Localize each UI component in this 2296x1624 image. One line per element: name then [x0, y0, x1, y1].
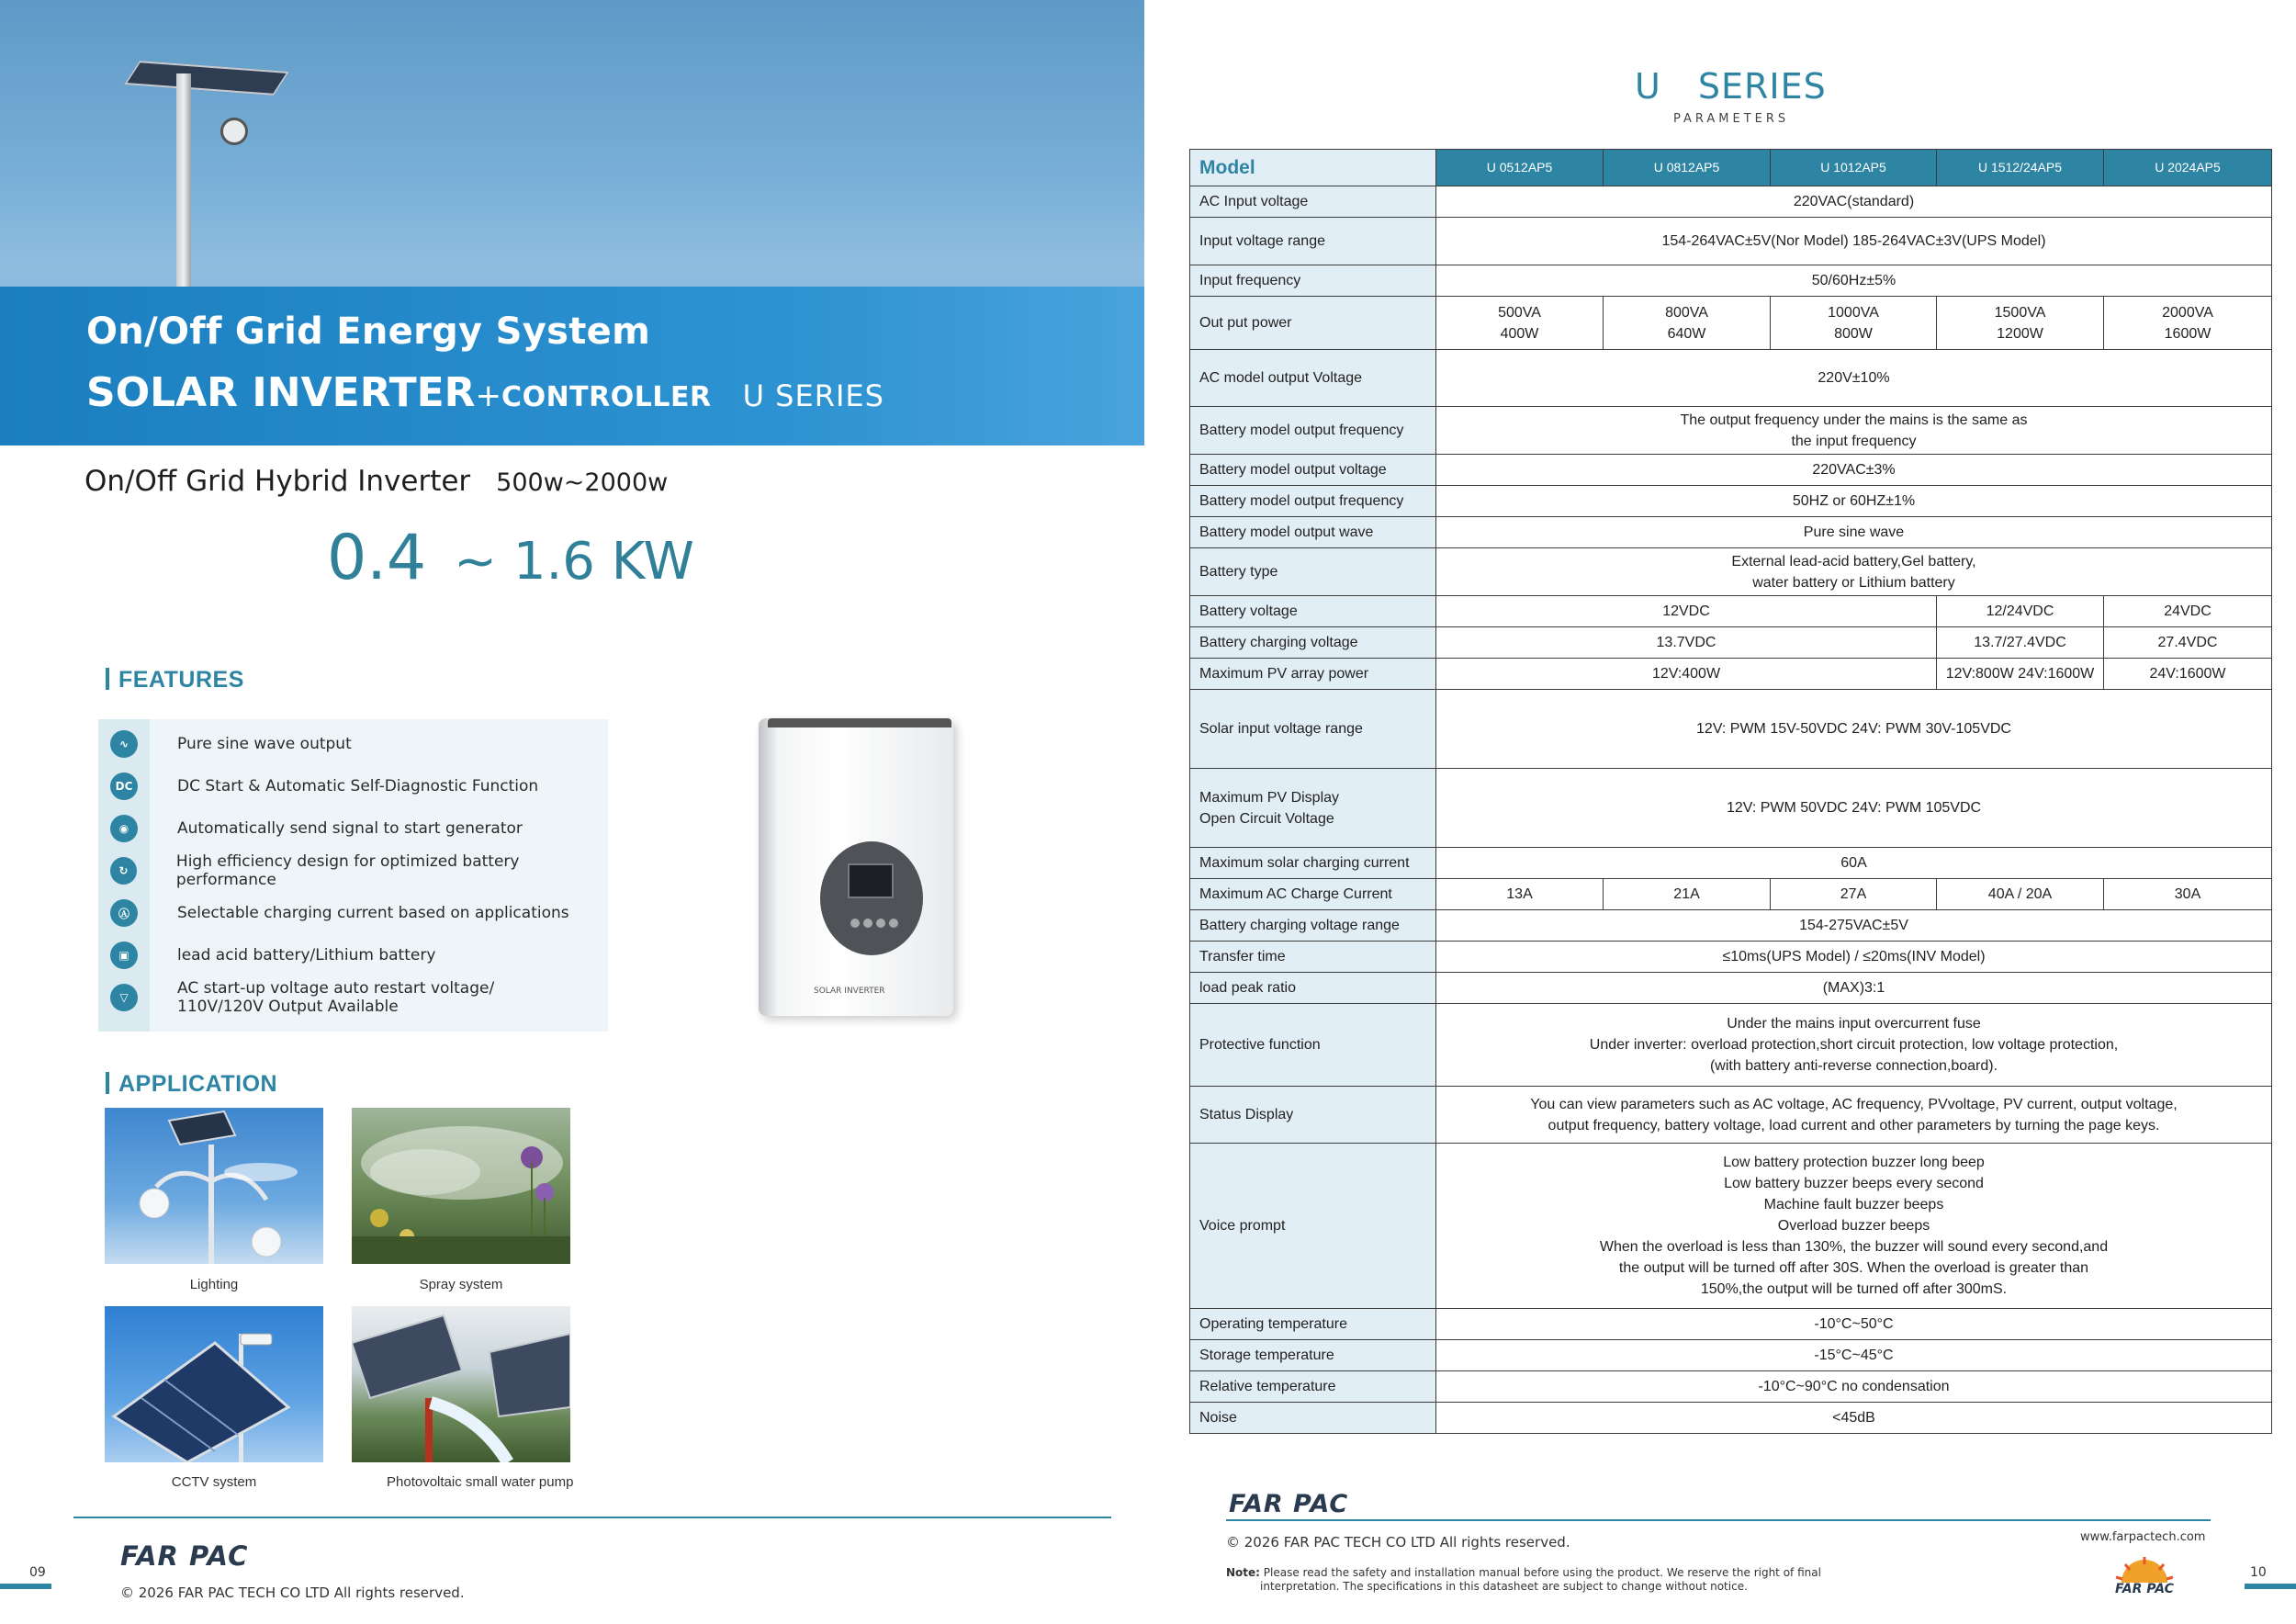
features-heading: FEATURES — [106, 667, 244, 694]
spec-row — [1190, 1403, 2272, 1434]
spec-key: load peak ratio — [1190, 973, 1436, 1004]
spec-value: 2000VA 1600W — [2104, 297, 2272, 350]
spec-value: 30A — [2104, 879, 2272, 910]
features-list — [98, 719, 608, 1032]
hero-plus: + — [475, 378, 502, 414]
feature-item — [98, 976, 494, 1019]
signal-icon: ◉ — [110, 815, 138, 842]
spec-value: The output frequency under the mains is the same as the input frequency — [1436, 407, 2272, 455]
spray-system-image — [352, 1108, 570, 1264]
spec-row — [1190, 350, 2272, 407]
spec-value: -10°C~50°C — [1436, 1309, 2272, 1340]
battery-icon: ▣ — [110, 942, 138, 969]
spec-value: -10°C~90°C no condensation — [1436, 1371, 2272, 1403]
copyright-text: © 2026 FAR PAC TECH CO LTD All rights reserved. — [1226, 1534, 1570, 1551]
water-pump-caption: Photovoltaic small water pump — [387, 1474, 574, 1490]
spec-value: 500VA 400W — [1436, 297, 1604, 350]
hero-controller: CONTROLLER — [501, 381, 712, 413]
website-text: www.farpactech.com — [2080, 1530, 2206, 1544]
spec-value: 220VAC±3% — [1436, 455, 2272, 486]
dc-icon: DC — [110, 773, 138, 800]
spec-row — [1190, 218, 2272, 265]
spec-row — [1190, 548, 2272, 596]
hero-banner — [0, 0, 1144, 445]
disclaimer-note — [1226, 1566, 1832, 1594]
footer-divider — [1226, 1519, 2211, 1521]
spec-row — [1190, 407, 2272, 455]
feature-item — [98, 723, 352, 765]
spec-row — [1190, 265, 2272, 297]
page-number: 09 — [29, 1565, 46, 1580]
spec-value: -15°C~45°C — [1436, 1340, 2272, 1371]
model-column-header: U 0812AP5 — [1604, 150, 1771, 186]
brand-logo: FAR PAC — [120, 1540, 249, 1572]
spec-value: 1500VA 1200W — [1937, 297, 2104, 350]
model-header: Model — [1190, 150, 1436, 186]
spec-value: 27.4VDC — [2104, 627, 2272, 659]
spec-value: 40A / 20A — [1937, 879, 2104, 910]
feature-text: Selectable charging current based on applications — [177, 904, 569, 922]
spec-value: 12V: PWM 15V-50VDC 24V: PWM 30V-105VDC — [1436, 690, 2272, 769]
inverter-top-edge — [768, 718, 951, 727]
copyright-text: © 2026 FAR PAC TECH CO LTD All rights reserved. — [120, 1585, 465, 1601]
subtitle-range: 500w~2000w — [496, 468, 669, 497]
hero-series: U SERIES — [742, 378, 884, 413]
lighting-image — [105, 1108, 323, 1264]
series-letter: U — [1635, 66, 1661, 107]
inverter-button — [863, 919, 872, 928]
spec-row — [1190, 910, 2272, 942]
spec-row — [1190, 596, 2272, 627]
solar-panel-graphic — [124, 61, 289, 96]
spec-row — [1190, 1144, 2272, 1309]
inverter-lcd-screen — [848, 863, 894, 898]
spec-row — [1190, 627, 2272, 659]
sine-wave-icon: ∿ — [110, 730, 138, 758]
inverter-button — [889, 919, 898, 928]
spec-key: Out put power — [1190, 297, 1436, 350]
spec-value: External lead-acid battery,Gel battery, water battery or Lithium battery — [1436, 548, 2272, 596]
restart-voltage-icon: ▽ — [110, 984, 138, 1011]
feature-text: AC start-up voltage auto restart voltage/ 110V/120V Output Available — [177, 979, 495, 1016]
spec-row — [1190, 1087, 2272, 1144]
spec-key: Battery charging voltage — [1190, 627, 1436, 659]
spec-key: Storage temperature — [1190, 1340, 1436, 1371]
spec-key: Voice prompt — [1190, 1144, 1436, 1309]
spec-key: Input frequency — [1190, 265, 1436, 297]
page-number-bar — [0, 1584, 51, 1589]
spec-header-row — [1190, 150, 2272, 186]
spec-value: 50HZ or 60HZ±1% — [1436, 486, 2272, 517]
feature-item — [98, 892, 569, 934]
feature-text: lead acid battery/Lithium battery — [177, 946, 436, 964]
feature-item — [98, 934, 435, 976]
spec-key: Transfer time — [1190, 942, 1436, 973]
spec-value: 50/60Hz±5% — [1436, 265, 2272, 297]
hero-title-line1: On/Off Grid Energy System — [86, 310, 651, 353]
spec-key: Battery charging voltage range — [1190, 910, 1436, 942]
note-text: Please read the safety and installation manual before using the product. We reserve the right of final — [1263, 1566, 1821, 1579]
spec-key: Battery type — [1190, 548, 1436, 596]
inverter-product-image — [759, 718, 953, 1016]
street-pole-graphic — [176, 73, 191, 312]
spec-key: Solar input voltage range — [1190, 690, 1436, 769]
series-title — [1635, 66, 1827, 107]
spec-value: 220V±10% — [1436, 350, 2272, 407]
spec-row — [1190, 690, 2272, 769]
spec-key: Maximum solar charging current — [1190, 848, 1436, 879]
spec-value: You can view parameters such as AC voltage, AC frequency, PVvoltage, PV current, output voltage, output frequency, battery voltage, load current and other parameters by turning the page keys. — [1436, 1087, 2272, 1144]
inverter-control-dial — [820, 841, 923, 955]
spec-row — [1190, 1309, 2272, 1340]
spec-key: Battery model output frequency — [1190, 486, 1436, 517]
spec-table — [1189, 149, 2272, 1434]
spec-row — [1190, 486, 2272, 517]
spec-key: AC Input voltage — [1190, 186, 1436, 218]
spec-key: AC model output Voltage — [1190, 350, 1436, 407]
spec-key: Maximum PV array power — [1190, 659, 1436, 690]
spec-value: Under the mains input overcurrent fuse Under inverter: overload protection,short circuit protection, low voltage protection, (with battery anti-reverse connection,board). — [1436, 1004, 2272, 1087]
spec-row — [1190, 848, 2272, 879]
water-pump-image — [352, 1306, 570, 1462]
spec-value: 24V:1600W — [2104, 659, 2272, 690]
page-number-bar — [2245, 1584, 2296, 1589]
spec-value: 12V: PWM 50VDC 24V: PWM 105VDC — [1436, 769, 2272, 848]
spec-row — [1190, 879, 2272, 910]
subtitle-text: On/Off Grid Hybrid Inverter — [84, 465, 471, 498]
spec-row — [1190, 973, 2272, 1004]
feature-text: High efficiency design for optimized battery performance — [175, 852, 520, 889]
spec-row — [1190, 297, 2272, 350]
spec-value: 13.7VDC — [1436, 627, 1937, 659]
power-range — [327, 522, 694, 594]
power-to: ~ 1.6 KW — [454, 532, 694, 592]
spray-system-caption: Spray system — [419, 1277, 503, 1292]
spec-key: Battery model output frequency — [1190, 407, 1436, 455]
spec-value: 220VAC(standard) — [1436, 186, 2272, 218]
spec-value: 154-264VAC±5V(Nor Model) 185-264VAC±3V(UPS Model) — [1436, 218, 2272, 265]
spec-key: Maximum PV Display Open Circuit Voltage — [1190, 769, 1436, 848]
power-from: 0.4 — [327, 522, 427, 594]
spec-key: Battery model output voltage — [1190, 455, 1436, 486]
model-column-header: U 0512AP5 — [1436, 150, 1604, 186]
application-heading: APPLICATION — [106, 1071, 277, 1098]
spec-value: 27A — [1771, 879, 1937, 910]
spec-value: 21A — [1604, 879, 1771, 910]
spec-value: 13.7/27.4VDC — [1937, 627, 2104, 659]
spec-value: 12VDC — [1436, 596, 1937, 627]
spec-key: Input voltage range — [1190, 218, 1436, 265]
spec-key: Relative temperature — [1190, 1371, 1436, 1403]
feature-item — [98, 765, 538, 807]
spec-value: 24VDC — [2104, 596, 2272, 627]
spec-key: Battery model output wave — [1190, 517, 1436, 548]
note-label: Note: — [1226, 1566, 1260, 1579]
series-word: SERIES — [1697, 66, 1827, 107]
spec-value: 12V:400W — [1436, 659, 1937, 690]
spec-value: ≤10ms(UPS Model) / ≤20ms(INV Model) — [1436, 942, 2272, 973]
spec-value: 800VA 640W — [1604, 297, 1771, 350]
brand-logo: FAR PAC — [1229, 1490, 1349, 1518]
feature-text: DC Start & Automatic Self-Diagnostic Function — [177, 777, 539, 795]
camera-dome-graphic — [220, 118, 248, 145]
spec-key: Protective function — [1190, 1004, 1436, 1087]
inverter-label: SOLAR INVERTER — [814, 987, 885, 996]
spec-key: Status Display — [1190, 1087, 1436, 1144]
lighting-caption: Lighting — [189, 1277, 239, 1292]
feature-text: Pure sine wave output — [177, 735, 352, 753]
feature-text: Automatically send signal to start generator — [177, 819, 523, 838]
spec-row — [1190, 769, 2272, 848]
spec-value: Pure sine wave — [1436, 517, 2272, 548]
spec-row — [1190, 659, 2272, 690]
hero-product-name: SOLAR INVERTER — [86, 369, 476, 416]
parameters-subtitle: PARAMETERS — [1673, 112, 1790, 126]
spec-row — [1190, 455, 2272, 486]
page-number: 10 — [2250, 1565, 2267, 1580]
product-subtitle — [84, 465, 668, 498]
model-column-header: U 1512/24AP5 — [1937, 150, 2104, 186]
inverter-button — [850, 919, 860, 928]
spec-value: <45dB — [1436, 1403, 2272, 1434]
inverter-button — [876, 919, 885, 928]
spec-row — [1190, 942, 2272, 973]
feature-item — [98, 850, 608, 892]
spec-row — [1190, 1004, 2272, 1087]
spec-value: 12/24VDC — [1937, 596, 2104, 627]
spec-row — [1190, 1371, 2272, 1403]
footer-divider — [73, 1517, 1111, 1518]
spec-row — [1190, 517, 2272, 548]
note-text-continued: interpretation. The specifications in this datasheet are subject to change without notice. — [1260, 1580, 1748, 1593]
spec-value: 12V:800W 24V:1600W — [1937, 659, 2104, 690]
model-column-header: U 1012AP5 — [1771, 150, 1937, 186]
spec-row — [1190, 1340, 2272, 1371]
hero-title-line2 — [86, 369, 884, 416]
charge-select-icon: Ⓐ — [110, 899, 138, 927]
cycle-icon: ↻ — [110, 857, 137, 885]
spec-table-body — [1190, 186, 2272, 1434]
spec-value: 154-275VAC±5V — [1436, 910, 2272, 942]
cctv-system-caption: CCTV system — [171, 1474, 257, 1490]
spec-value: (MAX)3:1 — [1436, 973, 2272, 1004]
spec-value: 1000VA 800W — [1771, 297, 1937, 350]
spec-value: Low battery protection buzzer long beep Low battery buzzer beeps every second Machine fault buzzer beeps Overload buzzer beeps When the overload is less than 130%, the buzzer will sound every second,and the output will be turned off after 30S. When the overload is greater than 150%,the output will be turned off after 300mS. — [1436, 1144, 2272, 1309]
spec-key: Operating temperature — [1190, 1309, 1436, 1340]
spec-row — [1190, 186, 2272, 218]
spec-key: Battery voltage — [1190, 596, 1436, 627]
spec-key: Noise — [1190, 1403, 1436, 1434]
feature-item — [98, 807, 523, 850]
spec-value: 13A — [1436, 879, 1604, 910]
small-brand-text: FAR PAC — [2115, 1582, 2174, 1596]
model-column-header: U 2024AP5 — [2104, 150, 2272, 186]
spec-key: Maximum AC Charge Current — [1190, 879, 1436, 910]
cctv-system-image — [105, 1306, 323, 1462]
spec-value: 60A — [1436, 848, 2272, 879]
